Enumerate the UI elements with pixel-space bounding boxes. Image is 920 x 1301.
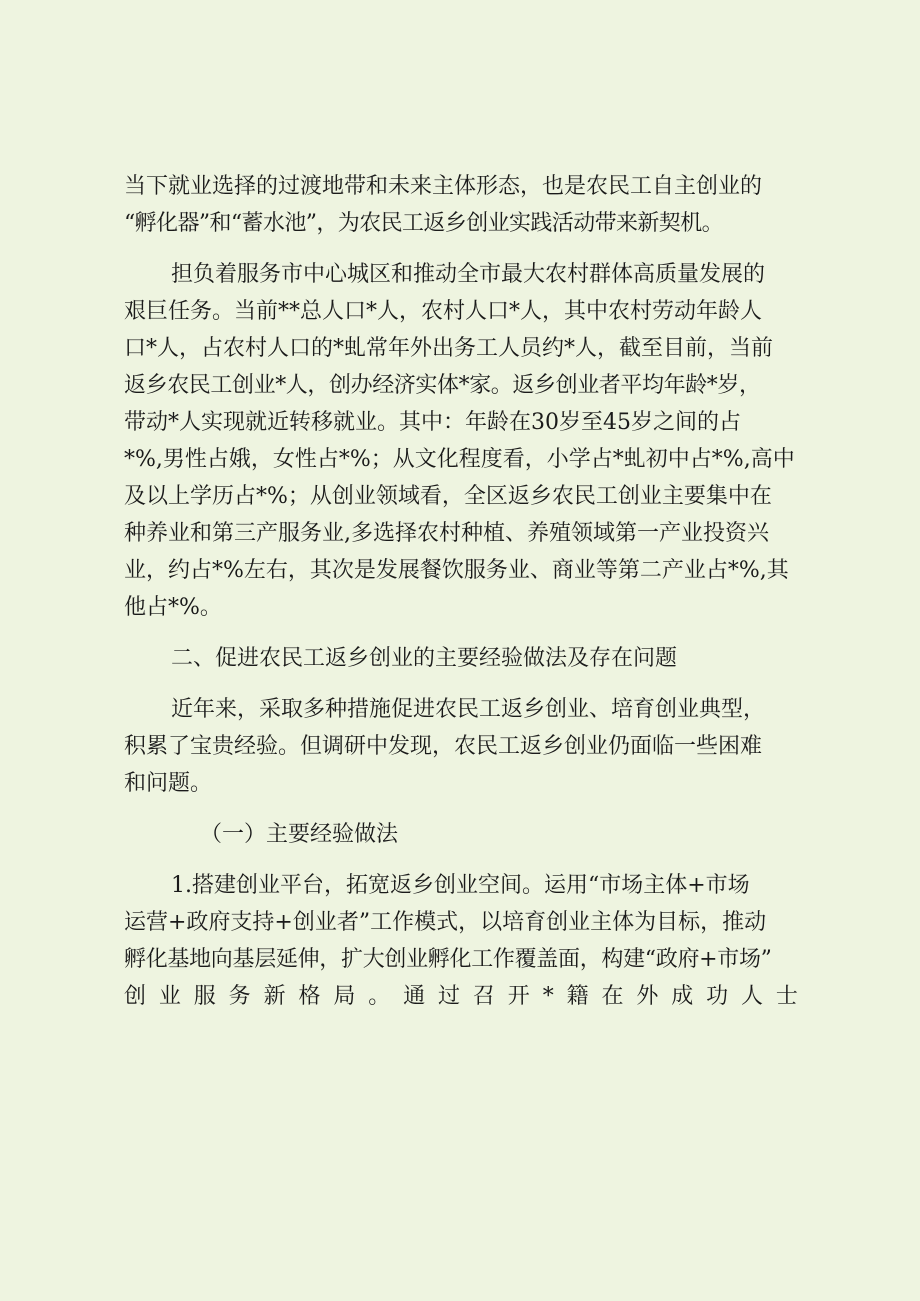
text-line: 积累了宝贵经验。但调研中发现，农民工返乡创业仍面临一些困难: [124, 734, 763, 759]
char: 。: [368, 984, 391, 1009]
char: 功: [706, 984, 729, 1009]
char: 过: [438, 984, 461, 1009]
text-line: 担负着服务市中心城区和推动全市最大农村群体高质量发展的: [171, 262, 766, 287]
text-line: 孵化基地向基层延伸，扩大创业孵化工作覆盖面，构建“政府+市场”: [124, 947, 772, 972]
text-line: “孵化器”和“蓄水池”，为农民工返乡创业实践活动带来新契机。: [124, 211, 723, 236]
text-line: 和问题。: [124, 771, 213, 796]
text-line: 口*人，占农村人口的*虬常年外出务工人员约*人，截至目前，当前: [124, 336, 774, 361]
char: 业: [158, 984, 181, 1009]
section-heading: 二、促进农民工返乡创业的主要经验做法及存在问题: [171, 646, 678, 671]
char: 务: [228, 984, 251, 1009]
char: 召: [472, 984, 495, 1009]
text-line: 运营+政府支持+创业者”工作模式，以培育创业主体为目标，推动: [124, 910, 767, 935]
char: 外: [636, 984, 659, 1009]
subsection-heading: （一）主要经验做法: [200, 822, 399, 847]
char: *: [542, 984, 554, 1009]
text-line: *%,男性占娥，女性占*%；从文化程度看，小学占*虬初中占*%,高中: [124, 447, 795, 472]
spaced-text-line: [124, 986, 798, 1008]
char: 开: [507, 984, 530, 1009]
text-line: 当下就业选择的过渡地带和未来主体形态，也是农民工自主创业的: [124, 174, 763, 199]
text-line: 带动*人实现就近转移就业。其中：年龄在30岁至45岁之间的占: [124, 410, 741, 435]
char: 服: [193, 984, 216, 1009]
char: 格: [298, 984, 321, 1009]
char: 局: [333, 984, 356, 1009]
char: 人: [741, 984, 764, 1009]
text-line: 业，约占*%左右，其次是发展餐饮服务业、商业等第二产业占*%,其: [124, 558, 789, 583]
text-line: 及以上学历占*%；从创业领域看，全区返乡农民工创业主要集中在: [124, 484, 772, 509]
char: 籍: [566, 984, 589, 1009]
text-line: 他占*%。: [124, 595, 222, 620]
text-line: 近年来，采取多种措施促进农民工返乡创业、培育创业典型，: [171, 697, 766, 722]
text-line: 1.搭建创业平台，拓宽返乡创业空间。运用“市场主体+市场: [171, 873, 750, 898]
char: 在: [601, 984, 624, 1009]
char: 士: [775, 984, 798, 1009]
char: 创: [124, 984, 147, 1009]
text-line: 返乡农民工创业*人，创办经济实体*家。返乡创业者平均年龄*岁，: [124, 373, 761, 398]
text-line: 种养业和第三产服务业,多选择农村种植、养殖领域第一产业投资兴: [124, 521, 769, 546]
text-line: 艰巨任务。当前**总人口*人，农村人口*人，其中农村劳动年龄人: [124, 299, 763, 324]
char: 新: [263, 984, 286, 1009]
char: 成: [671, 984, 694, 1009]
char: 通: [403, 984, 426, 1009]
